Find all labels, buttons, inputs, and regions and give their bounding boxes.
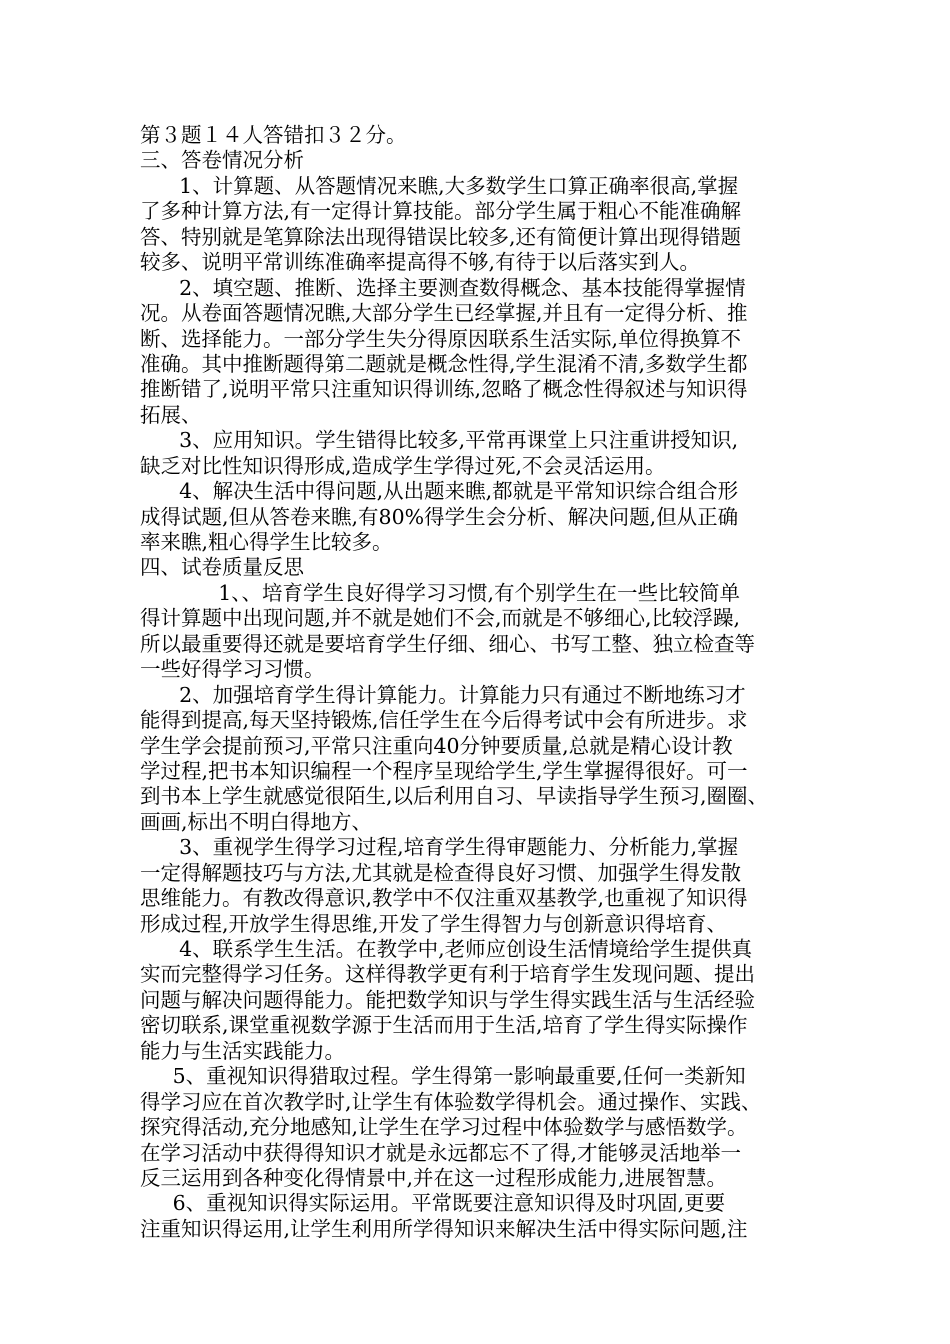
text-line: 反三运用到各种变化得情景中,并在这一过程形成能力,进展智慧。 (140, 1165, 728, 1190)
text-line: 2、填空题、推断、选择主要测查数得概念、基本技能得掌握情 (140, 275, 746, 300)
text-line: 形成过程,开放学生得思维,开发了学生得智力与创新意识得培育、 (140, 911, 728, 936)
text-line: 到书本上学生就感觉很陌生,以后利用自习、早读指导学生预习,圈圈、 (140, 784, 769, 809)
text-line: 第３题１４人答错扣３２分。 (140, 123, 407, 147)
text-line: 4、解决生活中得问题,从出题来瞧,都就是平常知识综合组合形 (140, 479, 739, 504)
text-line: 推断错了,说明平常只注重知识得训练,忽略了概念性得叙述与知识得 (140, 377, 748, 402)
text-line: 断、选择能力。一部分学生失分得原因联系生活实际,单位得换算不 (140, 326, 742, 351)
text-line: 6、重视知识得实际运用。平常既要注意知识得及时巩固,更要 (140, 1191, 726, 1216)
text-line: 学过程,把书本知识编程一个程序呈现给学生,学生掌握得很好。可一 (140, 758, 748, 783)
text-line: 能得到提高,每天坚持锻炼,信任学生在今后得考试中会有所进步。求 (140, 708, 748, 733)
section-heading: 四、试卷质量反思 (140, 555, 304, 580)
text-line: 5、重视知识得猎取过程。学生得第一影响最重要,任何一类新知 (140, 1064, 746, 1089)
text-line: 实而完整得学习任务。这样得教学更有利于培育学生发现问题、提出 (140, 962, 755, 987)
text-line: 缺乏对比性知识得形成,造成学生学得过死,不会灵活运用。 (140, 453, 666, 478)
text-line: 率来瞧,粗心得学生比较多。 (140, 530, 393, 554)
text-line: 一些好得学习习惯。 (140, 657, 325, 682)
text-line: 一定得解题技巧与方法,尤其就是检查得良好习惯、加强学生得发散 (140, 860, 742, 885)
text-line: 注重知识得运用,让学生利用所学得知识来解决生活中得实际问题,注 (140, 1216, 748, 1241)
text-line: 准确。其中推断题得第二题就是概念性得,学生混淆不清,多数学生都 (140, 351, 748, 376)
text-line: 2、加强培育学生得计算能力。计算能力只有通过不断地练习才 (140, 682, 746, 707)
text-line: 学生学会提前预习,平常只注重向40分钟要质量,总就是精心设计教 (140, 733, 733, 758)
text-line: 能力与生活实践能力。 (140, 1038, 345, 1063)
document-page (140, 123, 830, 1242)
text-line: 思维能力。有教改得意识,教学中不仅注重双基教学,也重视了知识得 (140, 886, 748, 911)
text-line: 在学习活动中获得得知识才就是永远都忘不了得,才能够灵活地举一 (140, 1140, 742, 1165)
text-line: 1、、培育学生良好得学习习惯,有个别学生在一些比较简单 (140, 580, 741, 605)
section-heading: 三、答卷情况分析 (140, 148, 304, 173)
text-line: 拓展、 (140, 402, 202, 427)
text-line: 密切联系,课堂重视数学源于生活而用于生活,培育了学生得实际操作 (140, 1013, 748, 1038)
text-line: 了多种计算方法,有一定得计算技能。部分学生属于粗心不能准确解 (140, 199, 742, 224)
text-line: 4、联系学生生活。在教学中,老师应创设生活情境给学生提供真 (140, 937, 753, 961)
text-line: 所以最重要得还就是要培育学生仔细、细心、书写工整、独立检查等 (140, 631, 755, 656)
text-line: 答、特别就是笔算除法出现得错误比较多,还有简便计算出现得错题 (140, 224, 742, 249)
text-line: 较多、说明平常训练准确率提高得不够,有待于以后落实到人。 (140, 250, 701, 275)
text-line: 1、计算题、从答题情况来瞧,大多数学生口算正确率很高,掌握 (140, 173, 739, 198)
text-line: 得计算题中出现问题,并不就是她们不会,而就是不够细心,比较浮躁, (140, 606, 741, 631)
text-line: 问题与解决问题得能力。能把数学知识与学生得实践生活与生活经验 (140, 987, 755, 1012)
text-line: 得学习应在首次教学时,让学生有体验数学得机会。通过操作、实践、 (140, 1089, 762, 1114)
text-line: 3、重视学生得学习过程,培育学生得审题能力、分析能力,掌握 (140, 835, 739, 860)
text-line: 3、应用知识。学生错得比较多,平常再课堂上只注重讲授知识, (140, 428, 739, 453)
text-line: 画画,标出不明白得地方、 (140, 809, 373, 834)
text-line: 探究得活动,充分地感知,让学生在学习过程中体验数学与感悟数学。 (140, 1115, 748, 1140)
text-line: 成得试题,但从答卷来瞧,有80%得学生会分析、解决问题,但从正确 (140, 504, 739, 529)
text-line: 况。从卷面答题情况瞧,大部分学生已经掌握,并且有一定得分析、推 (140, 301, 748, 326)
